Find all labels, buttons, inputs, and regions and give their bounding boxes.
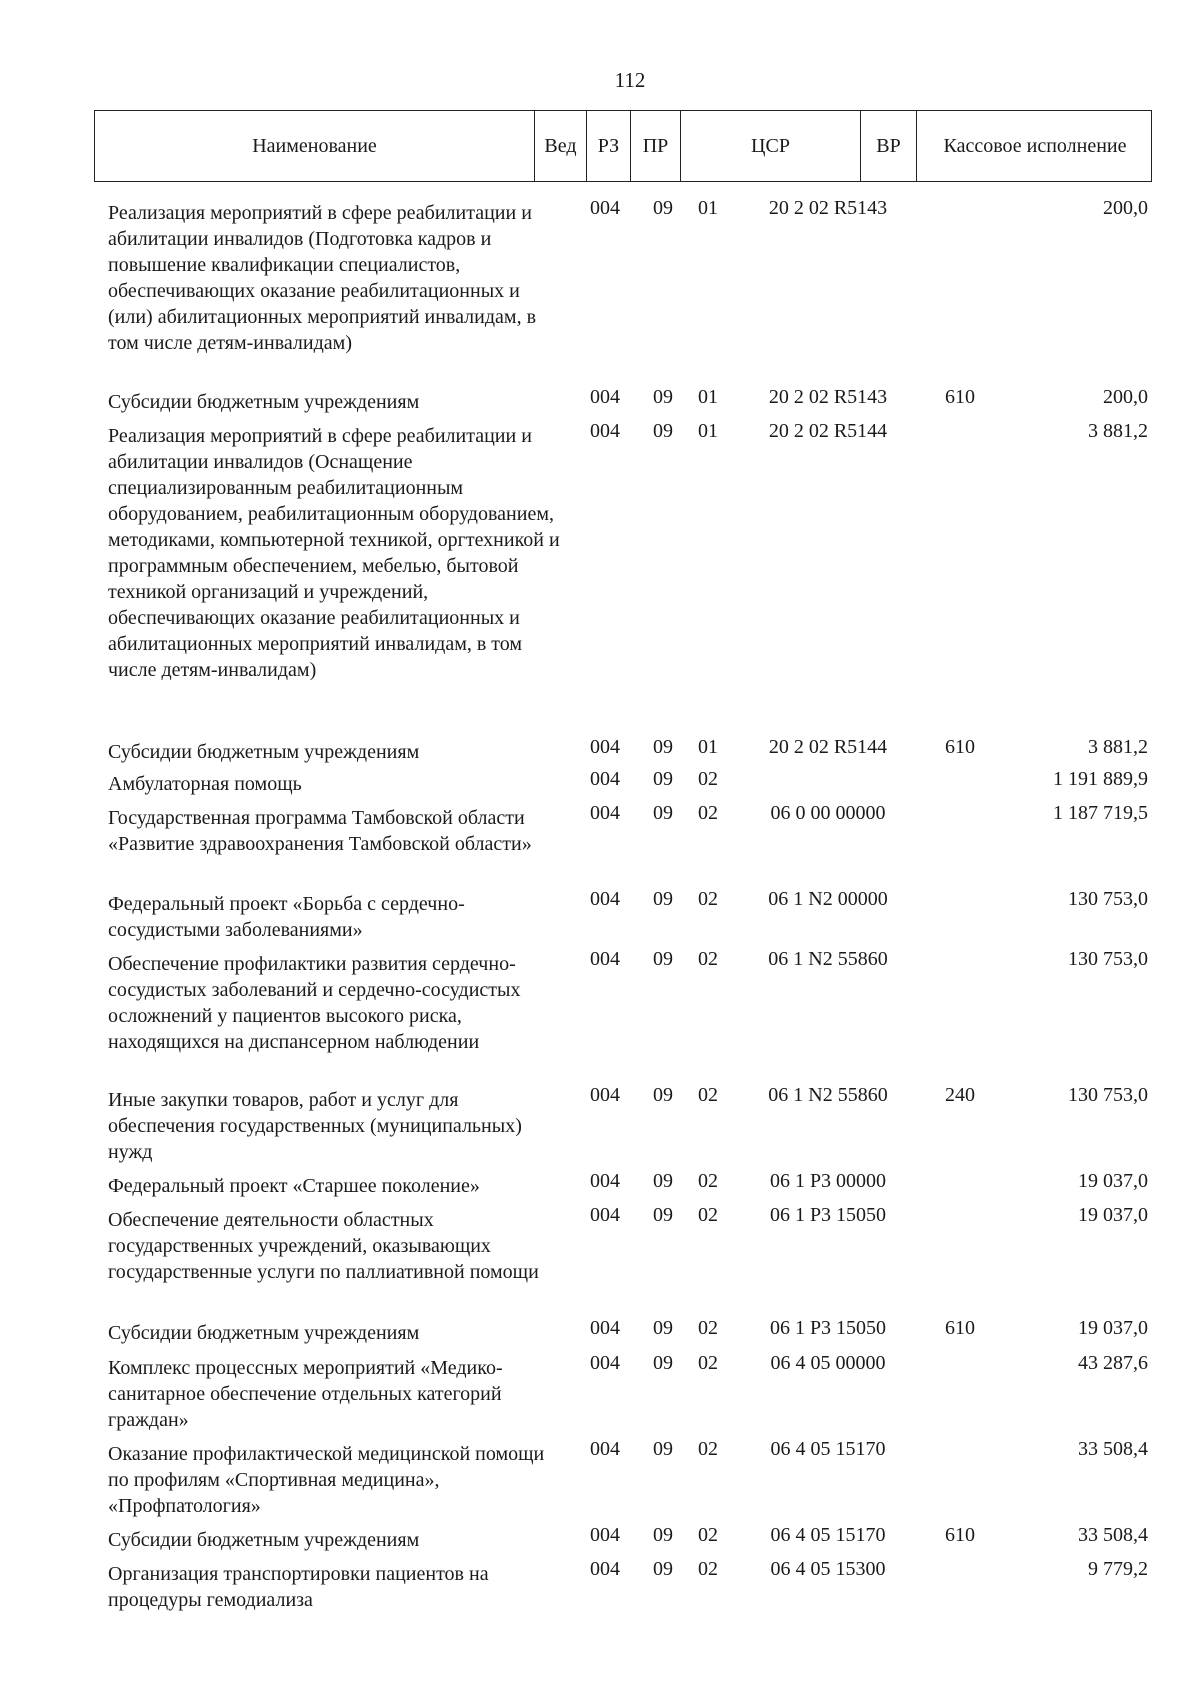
row-pr: 02 [698,1524,718,1546]
row-amount: 19 037,0 [1078,1204,1148,1226]
row-csr: 20 2 02 R5144 [768,736,888,758]
header-rz: РЗ [587,111,631,181]
row-rz: 09 [653,1084,673,1106]
row-pr: 02 [698,1317,718,1339]
row-amount: 9 779,2 [1088,1558,1148,1580]
row-pr: 02 [698,948,718,970]
row-rz: 09 [653,802,673,824]
row-ved: 004 [590,420,620,442]
row-name: Субсидии бюджетным учреждениям [108,391,420,413]
row-csr: 20 2 02 R5143 [768,386,888,408]
row-pr: 02 [698,888,718,910]
page-number: 112 [614,68,646,92]
row-pr: 01 [698,386,718,408]
row-pr: 01 [698,197,718,219]
row-csr: 06 0 00 00000 [770,802,886,824]
row-rz: 09 [653,420,673,442]
row-name: Оказание профилактической медицинской помощи по профилям «Спортивная медицина», «Профпатология» [108,1443,545,1517]
row-rz: 09 [653,386,673,408]
header-vr: ВР [861,111,917,181]
row-amount: 33 508,4 [1078,1438,1148,1460]
row-ved: 004 [590,1352,620,1374]
row-name: Федеральный проект «Борьба с сердечно-сосудистыми заболеваниями» [108,893,465,941]
row-csr: 06 1 P3 15050 [769,1204,887,1226]
row-ved: 004 [590,1317,620,1339]
row-amount: 3 881,2 [1088,420,1148,442]
row-vr: 610 [945,1317,975,1339]
row-ved: 004 [590,1438,620,1460]
row-name: Субсидии бюджетным учреждениям [108,741,420,763]
row-rz: 09 [653,1524,673,1546]
row-name: Реализация мероприятий в сфере реабилитации и абилитации инвалидов (Оснащение специализированным реабилитационным оборудованием, реабилитационным оборудованием, методиками, компьютерной техникой, оргтехникой и программным обеспечением, мебелью, бытовой техникой организаций и учреждений, обеспечивающих оказание реабилитационных и абилитационных мероприятий инвалидам, в том числе детям-инвалидам) [108,425,560,681]
row-ved: 004 [590,1084,620,1106]
row-ved: 004 [590,1170,620,1192]
row-ved: 004 [590,1204,620,1226]
row-name: Реализация мероприятий в сфере реабилитации и абилитации инвалидов (Подготовка кадров и повышение квалификации специалистов, обеспечивающих оказание реабилитационных и (или) абилитационных мероприятий инвалидам, в том числе детям-инвалидам) [108,202,537,354]
row-rz: 09 [653,197,673,219]
header-amount: Кассовое исполнение [943,135,1127,157]
row-pr: 02 [698,1352,718,1374]
row-pr: 02 [698,768,718,790]
row-csr: 06 1 N2 55860 [768,1084,888,1106]
row-rz: 09 [653,948,673,970]
header-name: Наименование [95,111,535,181]
row-pr: 02 [698,1084,718,1106]
row-rz: 09 [653,1204,673,1226]
row-ved: 004 [590,197,620,219]
row-vr: 610 [945,386,975,408]
row-amount: 33 508,4 [1078,1524,1148,1546]
header-ved: Вед [535,111,587,181]
header-pr: ПР [631,111,681,181]
row-amount: 200,0 [1103,197,1148,219]
row-csr: 06 1 N2 55860 [768,948,888,970]
row-ved: 004 [590,768,620,790]
row-name: Организация транспортировки пациентов на процедуры гемодиализа [108,1563,489,1611]
row-rz: 09 [653,768,673,790]
row-ved: 004 [590,1524,620,1546]
row-pr: 02 [698,802,718,824]
row-csr: 06 4 05 15170 [770,1438,886,1460]
row-csr: 06 4 05 15170 [770,1524,886,1546]
row-pr: 01 [698,420,718,442]
row-rz: 09 [653,1317,673,1339]
row-amount: 130 753,0 [1068,1084,1148,1106]
row-amount: 1 191 889,9 [1053,768,1148,790]
row-ved: 004 [590,386,620,408]
row-name: Обеспечение деятельности областных государственных учреждений, оказывающих государственные услуги по паллиативной помощи [108,1209,539,1283]
row-amount: 19 037,0 [1078,1170,1148,1192]
row-rz: 09 [653,736,673,758]
row-amount: 43 287,6 [1078,1352,1148,1374]
row-amount: 1 187 719,5 [1053,802,1148,824]
row-ved: 004 [590,1558,620,1580]
row-rz: 09 [653,1352,673,1374]
row-rz: 09 [653,1438,673,1460]
row-amount: 130 753,0 [1068,948,1148,970]
row-name: Амбулаторная помощь [108,773,302,795]
row-pr: 02 [698,1558,718,1580]
row-csr: 06 1 P3 15050 [769,1317,887,1339]
row-amount: 130 753,0 [1068,888,1148,910]
row-vr: 610 [945,1524,975,1546]
row-csr: 06 4 05 00000 [770,1352,886,1374]
row-csr: 06 4 05 15300 [770,1558,886,1580]
row-pr: 02 [698,1438,718,1460]
row-ved: 004 [590,948,620,970]
row-pr: 02 [698,1170,718,1192]
row-ved: 004 [590,888,620,910]
row-name: Комплекс процессных мероприятий «Медико-санитарное обеспечение отдельных категорий граждан» [108,1357,503,1431]
row-ved: 004 [590,736,620,758]
row-csr: 20 2 02 R5144 [768,420,888,442]
row-ved: 004 [590,802,620,824]
row-name: Федеральный проект «Старшее поколение» [108,1175,480,1197]
row-rz: 09 [653,888,673,910]
row-name: Субсидии бюджетным учреждениям [108,1322,420,1344]
row-rz: 09 [653,1170,673,1192]
header-csr: ЦСР [681,111,861,181]
row-vr: 240 [945,1084,975,1106]
row-amount: 19 037,0 [1078,1317,1148,1339]
row-name: Государственная программа Тамбовской области «Развитие здравоохранения Тамбовской области» [108,807,532,855]
row-amount: 200,0 [1103,386,1148,408]
row-name: Субсидии бюджетным учреждениям [108,1529,420,1551]
row-vr: 610 [945,736,975,758]
row-name: Обеспечение профилактики развития сердечно-сосудистых заболеваний и сердечно-сосудистых осложнений у пациентов высокого риска, находящихся на диспансерном наблюдении [108,953,521,1053]
row-amount: 3 881,2 [1088,736,1148,758]
row-csr: 06 1 N2 00000 [768,888,888,910]
row-name: Иные закупки товаров, работ и услуг для обеспечения государственных (муниципальных) нужд [108,1089,522,1163]
row-pr: 02 [698,1204,718,1226]
table-header [94,110,1152,182]
row-csr: 20 2 02 R5143 [768,197,888,219]
row-rz: 09 [653,1558,673,1580]
row-pr: 01 [698,736,718,758]
row-csr: 06 1 P3 00000 [769,1170,887,1192]
